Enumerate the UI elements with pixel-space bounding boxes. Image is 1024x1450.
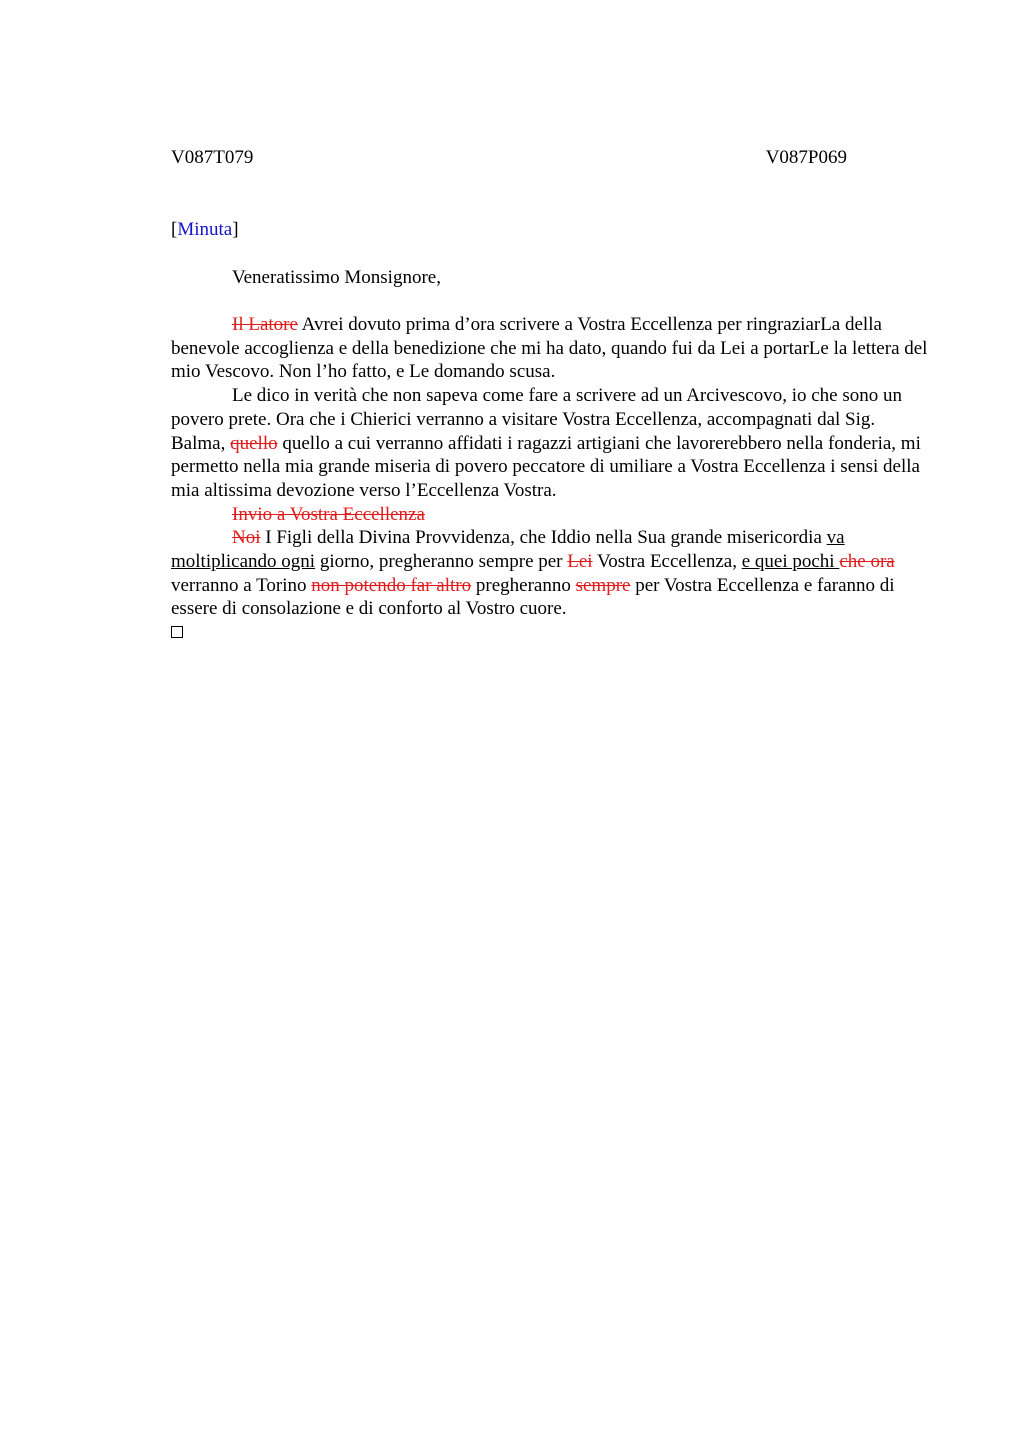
body-text: I Figli della Divina Provvidenza, che Iddio nella Sua grande misericordia — [260, 527, 827, 549]
underlined-text: va moltiplicando ogni — [171, 527, 845, 573]
paragraph-4 — [171, 526, 931, 621]
minuta-label — [171, 218, 239, 242]
deleted-text: Lei — [567, 551, 593, 573]
paragraph-1 — [171, 313, 931, 384]
deleted-text: che ora — [839, 551, 895, 573]
body-text: per Vostra Eccellenza e faranno di essere di consolazione e di conforto al Vostro cuore. — [171, 574, 895, 620]
paragraph-2 — [171, 384, 931, 503]
reference-code-right: V087P069 — [765, 147, 847, 168]
reference-header — [171, 146, 847, 170]
body-text: Avrei dovuto prima d’ora scrivere a Vostra Eccellenza per ringraziarLa della benevole accoglienza e della benedizione che mi ha dato, quando fui da Lei a portarLe la lettera del mio Vescovo. Non l’ho fatto, e Le domando scusa. — [171, 314, 928, 383]
salutation: Veneratissimo Monsignore, — [232, 267, 441, 288]
paragraph-3 — [171, 503, 931, 527]
reference-code-left: V087T079 — [171, 147, 254, 168]
minuta-close-bracket: ] — [232, 219, 239, 240]
end-marker-box-icon — [171, 626, 183, 638]
deleted-text: Il Latore — [232, 314, 298, 335]
body-text: verranno a Torino — [171, 574, 312, 596]
body-text: Vostra Eccellenza, — [592, 551, 742, 573]
body-text: Le dico in verità che non sapeva come fare a scrivere ad un Arcivescovo, io che sono un povero prete. Ora che i Chierici verranno a visitare Vostra Eccellenza, accompagnati dal Sig. Balma, — [171, 385, 903, 454]
deleted-text: non potendo far altro — [311, 574, 472, 596]
deleted-text: Invio a Vostra Eccellenza — [232, 503, 425, 525]
body-text: pregheranno — [471, 574, 576, 596]
deleted-text: quello — [230, 432, 278, 454]
body-text: giorno, pregheranno sempre per — [315, 551, 568, 573]
deleted-text: Noi — [232, 527, 261, 549]
deleted-text: sempre — [575, 574, 631, 596]
minuta-text: Minuta — [177, 219, 233, 240]
underlined-text: e quei pochi — [741, 551, 840, 573]
body-text: quello a cui verranno affidati i ragazzi artigiani che lavorerebbero nella fonderia, mi permetto nella mia grande miseria di povero peccatore di umiliare a Vostra Eccellenza i sensi della mia altissima devozione verso l’Eccellenza Vostra. — [171, 432, 921, 501]
letter-body — [171, 313, 931, 638]
minuta-open-bracket: [ — [171, 219, 178, 240]
